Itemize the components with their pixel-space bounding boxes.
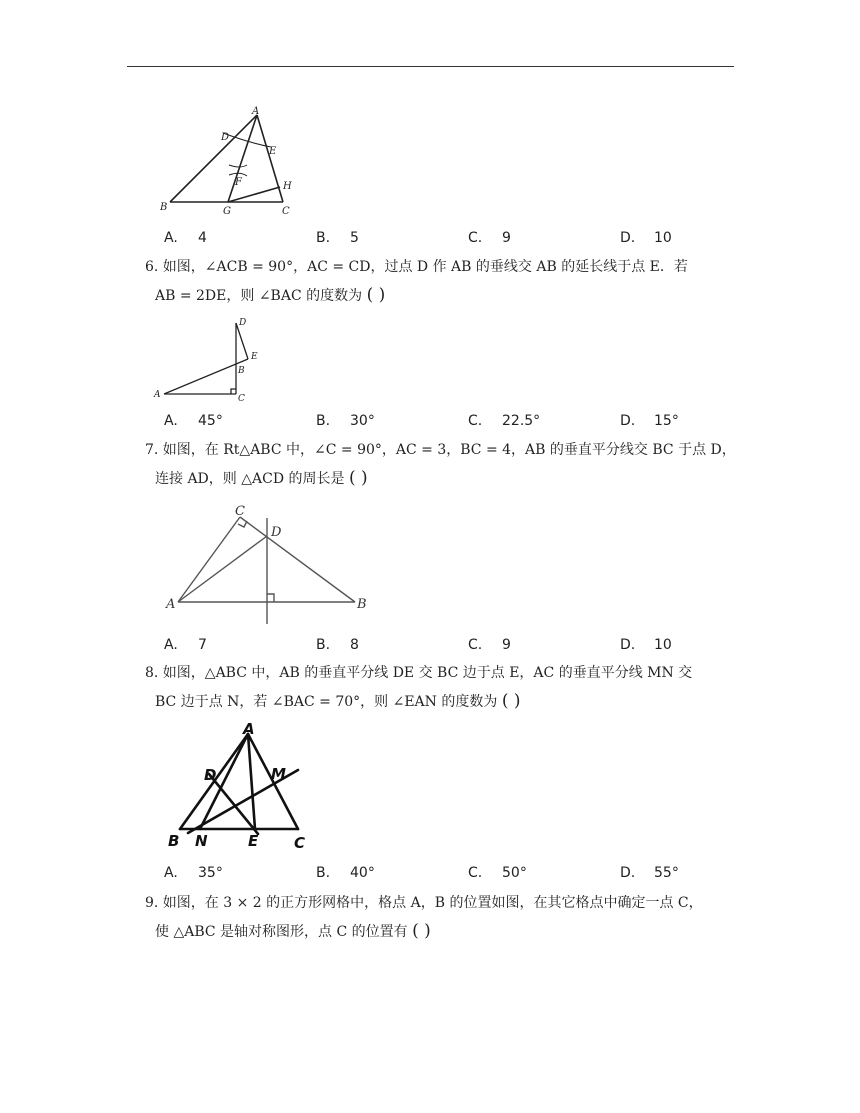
- q7-options: [164, 637, 724, 657]
- q8-label-n: N: [195, 832, 208, 850]
- q9-stem-line1: 9. 如图，在 3 × 2 的正方形网格中，格点 A，B 的位置如图，在其它格点中确定一点 C，: [145, 895, 703, 911]
- q6-option-d[interactable]: D. 15°: [620, 413, 679, 429]
- q5-option-b[interactable]: B. 5: [316, 230, 359, 246]
- header-rule: [127, 66, 734, 67]
- q7-option-c[interactable]: C. 9: [468, 637, 511, 653]
- q5-options: [164, 230, 724, 250]
- q5-label-d: D: [221, 132, 230, 143]
- q8-figure: [160, 722, 335, 852]
- q9-stem-line2: 使 △ABC 是轴对称图形，点 C 的位置有 ( ): [155, 921, 431, 941]
- q6-option-b[interactable]: B. 30°: [316, 413, 375, 429]
- q7-stem-line2: 连接 AD，则 △ACD 的周长是 ( ): [155, 468, 368, 488]
- q7-stem-line1: 7. 如图，在 Rt△ABC 中，∠C = 90°，AC = 3，BC = 4，AB 的垂直平分线交 BC 于点 D，: [145, 442, 736, 458]
- q7-answer-paren: ( ): [348, 468, 368, 488]
- q5-label-a: A: [252, 106, 260, 117]
- question-7: [145, 436, 745, 492]
- q8-stem-line1: 8. 如图，△ABC 中，AB 的垂直平分线 DE 交 BC 边于点 E，AC 的垂直平分线 MN 交: [145, 665, 693, 681]
- q5-option-d[interactable]: D. 10: [620, 230, 672, 246]
- q8-label-c: C: [294, 834, 306, 852]
- q5-label-h: H: [283, 181, 292, 192]
- q6-stem-line2: AB = 2DE，则 ∠BAC 的度数为 ( ): [155, 285, 386, 305]
- q6-label-a: A: [154, 390, 161, 400]
- q7-option-a[interactable]: A. 7: [164, 637, 207, 653]
- question-6: [145, 253, 745, 309]
- q5-option-c[interactable]: C. 9: [468, 230, 511, 246]
- q8-option-a[interactable]: A. 35°: [164, 865, 223, 881]
- q7-option-b[interactable]: B. 8: [316, 637, 359, 653]
- q5-figure: [155, 103, 305, 218]
- q6-label-d: D: [239, 318, 247, 328]
- q7-label-b: B: [357, 597, 367, 612]
- q8-option-c[interactable]: C. 50°: [468, 865, 527, 881]
- q5-label-b: B: [160, 202, 168, 213]
- q8-answer-paren: ( ): [501, 691, 521, 711]
- q6-label-b: B: [238, 366, 245, 376]
- q5-option-a[interactable]: A. 4: [164, 230, 207, 246]
- q6-option-a[interactable]: A. 45°: [164, 413, 223, 429]
- q8-stem-line2: BC 边于点 N，若 ∠BAC = 70°，则 ∠EAN 的度数为 ( ): [155, 691, 521, 711]
- q7-figure: [160, 498, 380, 630]
- q8-option-b[interactable]: B. 40°: [316, 865, 375, 881]
- q7-label-c: C: [235, 504, 245, 519]
- q6-label-c: C: [238, 394, 245, 404]
- q5-label-c: C: [282, 206, 290, 217]
- q6-label-e: E: [251, 352, 258, 362]
- q7-label-a: A: [166, 597, 176, 612]
- q6-options: [164, 413, 724, 433]
- q8-label-a: A: [243, 722, 255, 738]
- q8-label-e: E: [248, 832, 259, 850]
- q5-label-e: E: [269, 146, 277, 157]
- q7-option-d[interactable]: D. 10: [620, 637, 672, 653]
- q6-figure: [150, 315, 270, 407]
- q8-label-m: M: [271, 765, 286, 783]
- q8-label-b: B: [168, 832, 180, 850]
- q9-answer-paren: ( ): [412, 921, 431, 941]
- q5-label-g: G: [223, 206, 231, 217]
- q6-answer-paren: ( ): [366, 285, 386, 305]
- question-8: [145, 659, 745, 715]
- q8-options: [164, 865, 724, 885]
- q6-stem-line1: 6. 如图，∠ACB = 90°，AC = CD，过点 D 作 AB 的垂线交 AB 的延长线于点 E．若: [145, 259, 688, 275]
- q5-label-f: F: [235, 177, 242, 188]
- q6-option-c[interactable]: C. 22.5°: [468, 413, 541, 429]
- question-9: [145, 889, 745, 945]
- q7-label-d: D: [271, 525, 282, 540]
- q8-option-d[interactable]: D. 55°: [620, 865, 679, 881]
- q8-label-d: D: [204, 766, 217, 784]
